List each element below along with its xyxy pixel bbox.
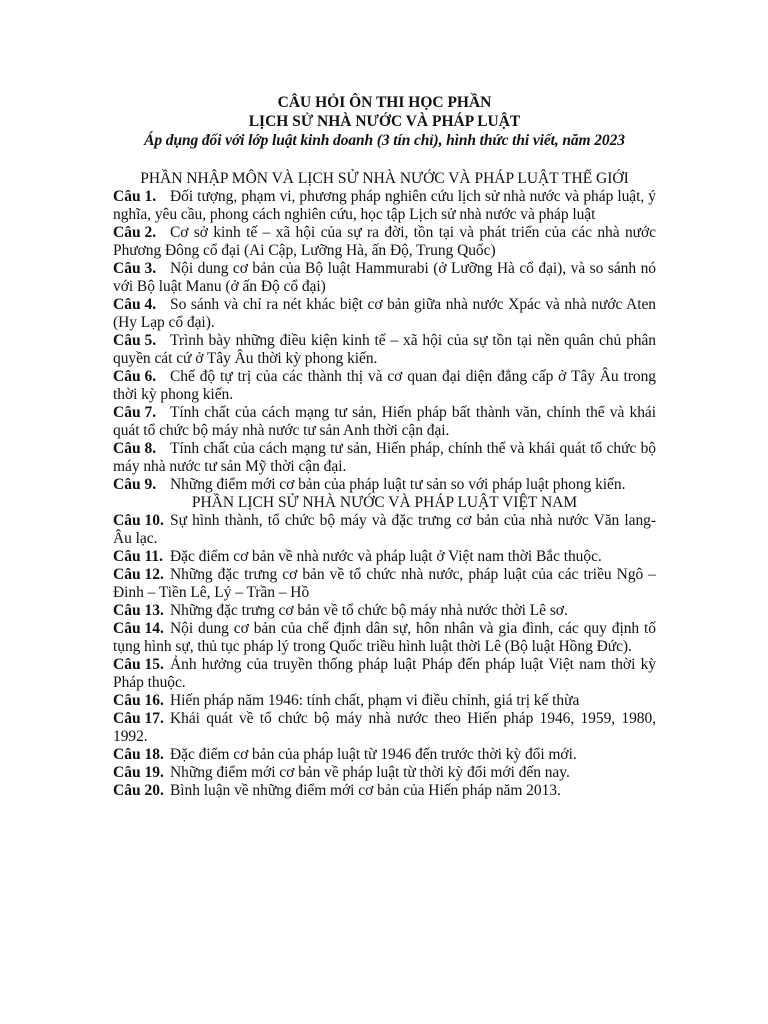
- question-item: [113, 368, 656, 404]
- header-line-2: LỊCH SỬ NHÀ NƯỚC VÀ PHÁP LUẬT: [248, 113, 521, 130]
- question-number: Câu 9.: [113, 476, 157, 493]
- question-text: Những đặc trưng cơ bản về tổ chức nhà nước, pháp luật của các triều Ngô – Đinh – Tiền Lê, Lý – Trần – Hồ: [113, 566, 656, 601]
- question-text: Những đặc trưng cơ bản về tổ chức bộ máy nhà nước thời Lê sơ.: [170, 602, 568, 619]
- question-text: Cơ sở kinh tế – xã hội của sự ra đời, tồn tại và phát triển của các nhà nước Phương Đông cổ đại (Ai Cập, Lưỡng Hà, ấn Độ, Trung Quốc): [113, 224, 656, 259]
- question-number: Câu 14.: [113, 620, 164, 637]
- question-item: [113, 512, 656, 548]
- question-number: Câu 17.: [113, 710, 164, 727]
- question-number: Câu 3.: [113, 260, 157, 277]
- section-heading: PHẦN NHẬP MÔN VÀ LỊCH SỬ NHÀ NƯỚC VÀ PHÁP LUẬT THẾ GIỚI: [140, 170, 629, 187]
- question-number: Câu 6.: [113, 368, 157, 385]
- question-text: Đặc điểm cơ bản của pháp luật từ 1946 đến trước thời kỳ đổi mới.: [170, 746, 577, 763]
- question-number: Câu 16.: [113, 692, 164, 709]
- question-item: [113, 260, 656, 296]
- question-number: Câu 13.: [113, 602, 164, 619]
- question-number: Câu 20.: [113, 782, 164, 799]
- question-number: Câu 2.: [113, 224, 157, 241]
- question-item: [113, 224, 656, 260]
- question-item: [113, 782, 656, 800]
- question-number: Câu 5.: [113, 332, 157, 349]
- question-number: Câu 19.: [113, 764, 164, 781]
- question-number: Câu 8.: [113, 440, 157, 457]
- question-text: Tính chất của cách mạng tư sản, Hiến pháp, chính thể và khái quát tổ chức bộ máy nhà nước tư sản Mỹ thời cận đại.: [113, 440, 656, 475]
- question-sections: [113, 170, 656, 800]
- question-number: Câu 10.: [113, 512, 164, 529]
- question-text: Đặc điểm cơ bản về nhà nước và pháp luật ở Việt nam thời Bắc thuộc.: [170, 548, 602, 565]
- question-item: [113, 404, 656, 440]
- question-item: [113, 566, 656, 602]
- question-number: Câu 15.: [113, 656, 164, 673]
- question-number: Câu 11.: [113, 548, 163, 565]
- question-number: Câu 7.: [113, 404, 157, 421]
- question-item: [113, 296, 656, 332]
- question-text: Sự hình thành, tổ chức bộ máy và đặc trưng cơ bản của nhà nước Văn lang- Âu lạc.: [113, 512, 656, 547]
- header-subtitle: Áp dụng đối với lớp luật kinh doanh (3 tín chỉ), hình thức thi viết, năm 2023: [144, 132, 625, 149]
- question-text: Tính chất của cách mạng tư sản, Hiến pháp bất thành văn, chính thể và khái quát tổ chức bộ máy nhà nước tư sản Anh thời cận đại.: [113, 404, 656, 439]
- section-heading: PHẦN LỊCH SỬ NHÀ NƯỚC VÀ PHÁP LUẬT VIỆT NAM: [191, 494, 578, 511]
- header-line-1: CÂU HỎI ÔN THI HỌC PHẦN: [277, 94, 492, 111]
- question-text: Những điểm mới cơ bản của pháp luật tư sản so với pháp luật phong kiến.: [170, 476, 626, 493]
- question-text: Trình bày những điều kiện kinh tế – xã hội của sự tồn tại nền quân chủ phân quyền cát cứ ở Tây Âu thời kỳ phong kiến.: [113, 332, 656, 367]
- question-text: Ảnh hưởng của truyền thống pháp luật Pháp đến pháp luật Việt nam thời kỳ Pháp thuộc.: [113, 656, 656, 691]
- question-text: Những điểm mới cơ bản về pháp luật từ thời kỳ đổi mới đến nay.: [170, 764, 570, 781]
- question-text: Chế độ tự trị của các thành thị và cơ quan đại diện đẳng cấp ở Tây Âu trong thời kỳ phong kiến.: [113, 368, 656, 403]
- question-item: [113, 764, 656, 782]
- question-text: Đối tượng, phạm vi, phương pháp nghiên cứu lịch sử nhà nước và pháp luật, ý nghĩa, yêu cầu, phong cách nghiên cứu, học tập Lịch sử nhà nước và pháp luật: [113, 188, 656, 223]
- document-header: [113, 93, 656, 150]
- question-number: Câu 4.: [113, 296, 157, 313]
- question-item: [113, 548, 656, 566]
- question-item: [113, 440, 656, 476]
- question-text: Nội dung cơ bản của Bộ luật Hammurabi (ở Lưỡng Hà cổ đại), và so sánh nó với Bộ luật Manu (ở ấn Độ cổ đại): [113, 260, 656, 295]
- question-item: [113, 620, 656, 656]
- question-text: Khái quát về tổ chức bộ máy nhà nước theo Hiến pháp 1946, 1959, 1980, 1992.: [113, 710, 656, 745]
- question-number: Câu 1.: [113, 188, 157, 205]
- question-text: Nội dung cơ bản của chế định dân sự, hôn nhân và gia đình, các quy định tố tụng hình sự, thủ tục pháp lý trong Quốc triều hình luật thời Lê (Bộ luật Hồng Đức).: [113, 620, 656, 655]
- question-item: [113, 188, 656, 224]
- question-item: [113, 692, 656, 710]
- question-item: [113, 332, 656, 368]
- question-text: Hiến pháp năm 1946: tính chất, phạm vi điều chỉnh, giá trị kế thừa: [170, 692, 580, 709]
- question-item: [113, 656, 656, 692]
- question-text: So sánh và chỉ ra nét khác biệt cơ bản giữa nhà nước Xpác và nhà nước Aten (Hy Lạp cổ đại).: [113, 296, 656, 331]
- question-number: Câu 12.: [113, 566, 164, 583]
- question-item: [113, 476, 656, 494]
- question-number: Câu 18.: [113, 746, 164, 763]
- question-item: [113, 602, 656, 620]
- question-item: [113, 710, 656, 746]
- question-text: Bình luận về những điểm mới cơ bản của Hiến pháp năm 2013.: [170, 782, 561, 799]
- question-item: [113, 746, 656, 764]
